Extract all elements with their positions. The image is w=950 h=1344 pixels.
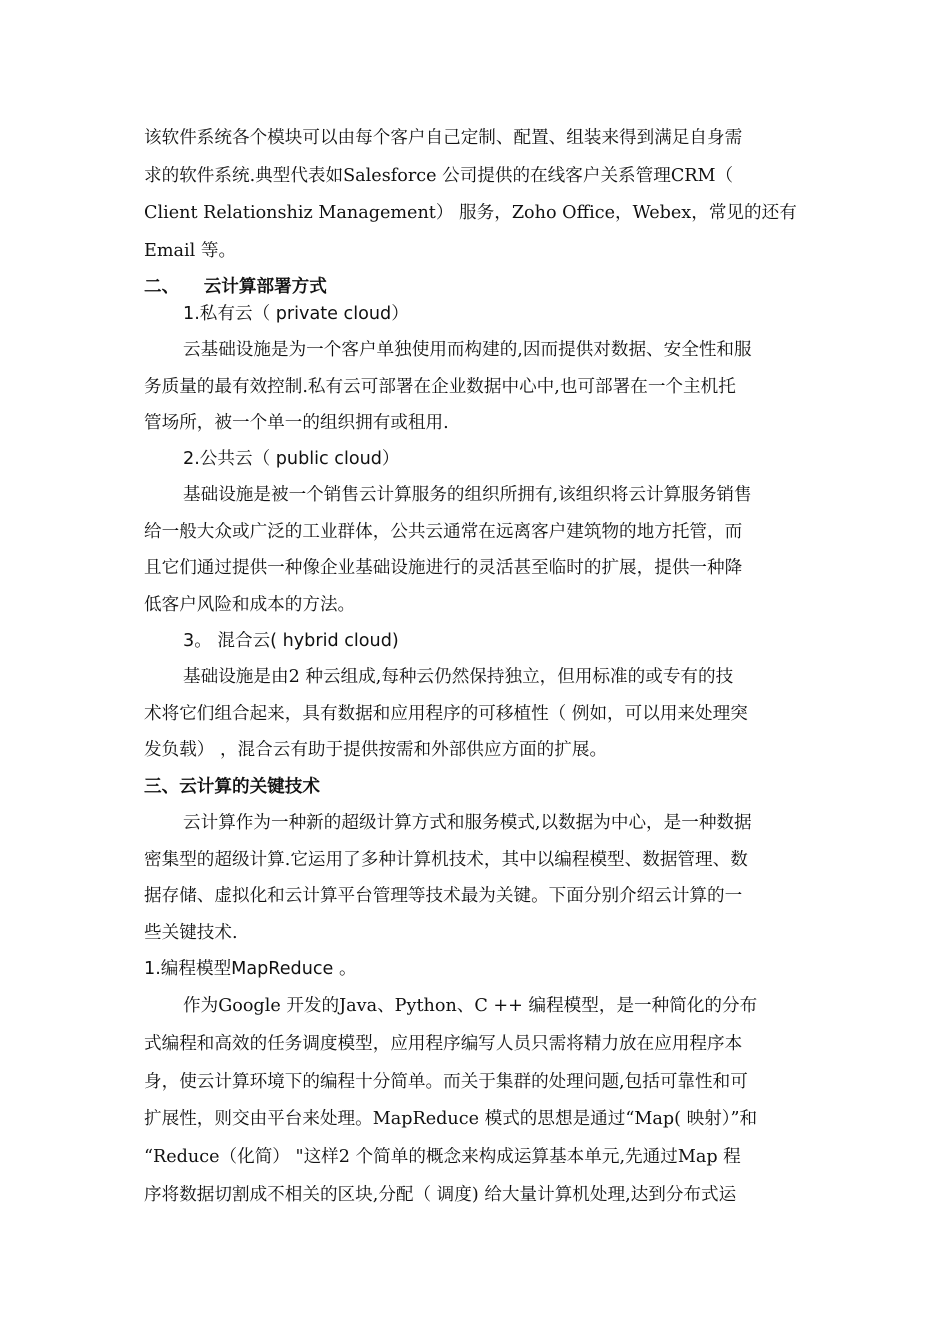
public-cloud-line-2: 给一般大众或广泛的工业群体，公共云通常在远离客户建筑物的地方托管，而 bbox=[144, 522, 743, 542]
mapreduce-line-6: 序将数据切割成不相关的区块,分配（ 调度) 给大量计算机处理,达到分布式运 bbox=[144, 1185, 737, 1205]
mapreduce-title: 1.编程模型MapReduce 。 bbox=[144, 959, 357, 979]
mapreduce-line-1: 作为Google 开发的Java、Python、C ++ 编程模型，是一种简化的分布 bbox=[183, 996, 758, 1016]
mapreduce-line-3: 身，使云计算环境下的编程十分简单。而关于集群的处理问题,包括可靠性和可 bbox=[144, 1072, 748, 1092]
private-cloud-line-2: 务质量的最有效控制.私有云可部署在企业数据中心中,也可部署在一个主机托 bbox=[144, 377, 736, 397]
private-cloud-line-3: 管场所，被一个单一的组织拥有或租用. bbox=[144, 413, 449, 433]
saas-paragraph-line-4: Email 等。 bbox=[144, 241, 237, 261]
hybrid-cloud-line-1: 基础设施是由2 种云组成,每种云仍然保持独立，但用标准的或专有的技 bbox=[183, 667, 734, 687]
key-tech-intro-line-2: 密集型的超级计算.它运用了多种计算机技术，其中以编程模型、数据管理、数 bbox=[144, 850, 748, 870]
public-cloud-line-1: 基础设施是被一个销售云计算服务的组织所拥有,该组织将云计算服务销售 bbox=[183, 485, 752, 505]
private-cloud-title: 1.私有云（ private cloud） bbox=[183, 304, 409, 324]
hybrid-cloud-line-2: 术将它们组合起来，具有数据和应用程序的可移植性（ 例如，可以用来处理突 bbox=[144, 704, 748, 724]
saas-paragraph-line-3: Client Relationshiz Management） 服务，Zoho Office，Webex，常见的还有 bbox=[144, 203, 797, 223]
section-heading-key-tech: 三、云计算的关键技术 bbox=[144, 777, 320, 797]
public-cloud-line-4: 低客户风险和成本的方法。 bbox=[144, 595, 356, 615]
mapreduce-line-5: “Reduce（化简） "这样2 个简单的概念来构成运算基本单元,先通过Map 程 bbox=[144, 1147, 741, 1167]
saas-paragraph-line-1: 该软件系统各个模块可以由每个客户自己定制、配置、组装来得到满足自身需 bbox=[144, 128, 743, 148]
public-cloud-title: 2.公共云（ public cloud） bbox=[183, 449, 400, 469]
saas-paragraph-line-2: 求的软件系统.典型代表如Salesforce 公司提供的在线客户关系管理CRM（ bbox=[144, 166, 734, 186]
hybrid-cloud-line-3: 发负载） ，混合云有助于提供按需和外部供应方面的扩展。 bbox=[144, 740, 608, 760]
key-tech-intro-line-4: 些关键技术. bbox=[144, 923, 238, 943]
key-tech-intro-line-3: 据存储、虚拟化和云计算平台管理等技术最为关键。下面分别介绍云计算的一 bbox=[144, 886, 743, 906]
section-heading-deployment: 二、 云计算部署方式 bbox=[144, 277, 327, 297]
public-cloud-line-3: 且它们通过提供一种像企业基础设施进行的灵活甚至临时的扩展，提供一种降 bbox=[144, 558, 743, 578]
hybrid-cloud-title: 3。 混合云( hybrid cloud) bbox=[183, 631, 399, 651]
private-cloud-line-1: 云基础设施是为一个客户单独使用而构建的,因而提供对数据、安全性和服 bbox=[183, 340, 752, 360]
mapreduce-line-2: 式编程和高效的任务调度模型，应用程序编写人员只需将精力放在应用程序本 bbox=[144, 1034, 743, 1054]
mapreduce-line-4: 扩展性，则交由平台来处理。MapReduce 模式的思想是通过“Map( 映射）”和 bbox=[144, 1109, 758, 1129]
key-tech-intro-line-1: 云计算作为一种新的超级计算方式和服务模式,以数据为中心，是一种数据 bbox=[183, 813, 752, 833]
